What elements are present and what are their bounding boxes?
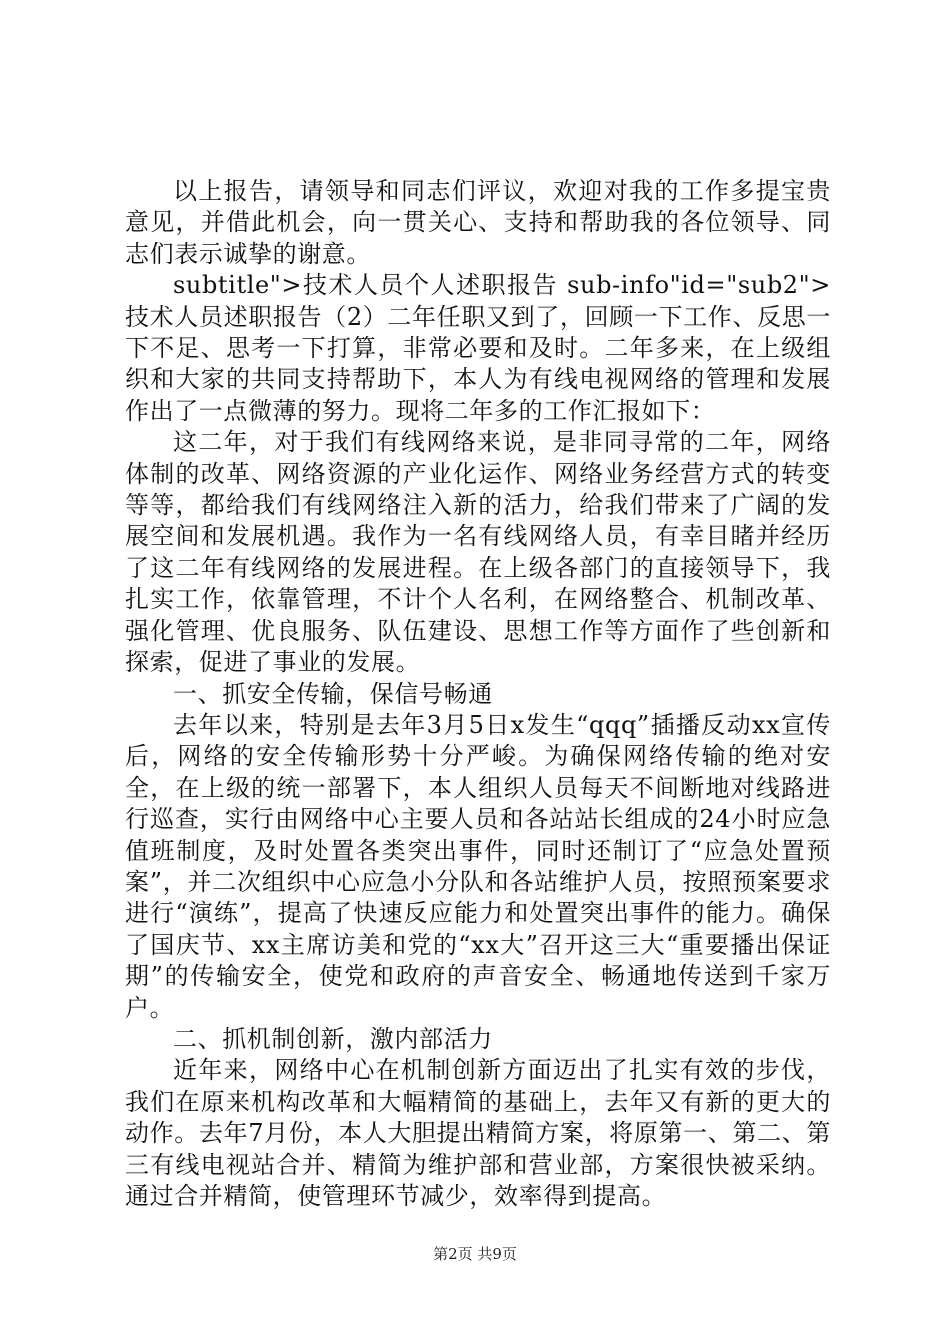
paragraph-two-years-review: 这二年，对于我们有线网络来说，是非同寻常的二年，网络体制的改革、网络资源的产业化运作、网络业务经营方式的转变等等，都给我们有线网络注入新的活力，给我们带来了广阔的发展空间和发展机遇。我作为一名有线网络人员，有幸目睹并经历了这二年有线网络的发展进程。在上级各部门的直接领导下，我扎实工作，依靠管理，不计个人名利，在网络整合、机制改革、强化管理、优良服务、队伍建设、思想工作等方面作了些创新和探索，促进了事业的发展。 bbox=[125, 428, 831, 677]
page-footer: 第2页 共9页 bbox=[433, 1245, 517, 1263]
paragraph-mechanism-innovation: 近年来，网络中心在机制创新方面迈出了扎实有效的步伐，我们在原来机构改革和大幅精简的基础上，去年又有新的更大的动作。去年7月份，本人大胆提出精简方案，将原第一、第二、第三有线电视站合并、精简为维护部和营业部，方案很快被采纳。通过合并精简，使管理环节减少，效率得到提高。 bbox=[125, 1056, 831, 1210]
section-heading-mechanism-innovation: 二、抓机制创新，激内部活力 bbox=[173, 1024, 493, 1053]
paragraph-closing-remarks: 以上报告，请领导和同志们评议，欢迎对我的工作多提宝贵意见，并借此机会，向一贯关心、支持和帮助我的各位领导、同志们表示诚挚的谢意。 bbox=[125, 177, 831, 268]
section-heading-safe-transmission: 一、抓安全传输，保信号畅通 bbox=[173, 679, 493, 708]
document-body bbox=[125, 176, 831, 1212]
paragraph-report-intro: subtitle">技术人员个人述职报告 sub-info"id="sub2">技术人员述职报告（2）二年任职又到了，回顾一下工作、反思一下不足、思考一下打算，非常必要和及时。二年多来，在上级组织和大家的共同支持帮助下，本人为有线电视网络的管理和发展作出了一点微薄的努力。现将二年多的工作汇报如下： bbox=[125, 271, 831, 425]
paragraph-safe-transmission: 去年以来，特别是去年3月5日x发生“qqq”插播反动xx宣传后，网络的安全传输形势十分严峻。为确保网络传输的绝对安全，在上级的统一部署下，本人组织人员每天不间断地对线路进行巡查，实行由网络中心主要人员和各站站长组成的24小时应急值班制度，及时处置各类突出事件，同时还制订了“应急处置预案”，并二次组织中心应急小分队和各站维护人员，按照预案要求进行“演练”，提高了快速反应能力和处置突出事件的能力。确保了国庆节、xx主席访美和党的“xx大”召开这三大“重要播出保证期”的传输安全，使党和政府的声音安全、畅通地传送到千家万户。 bbox=[125, 710, 831, 1022]
